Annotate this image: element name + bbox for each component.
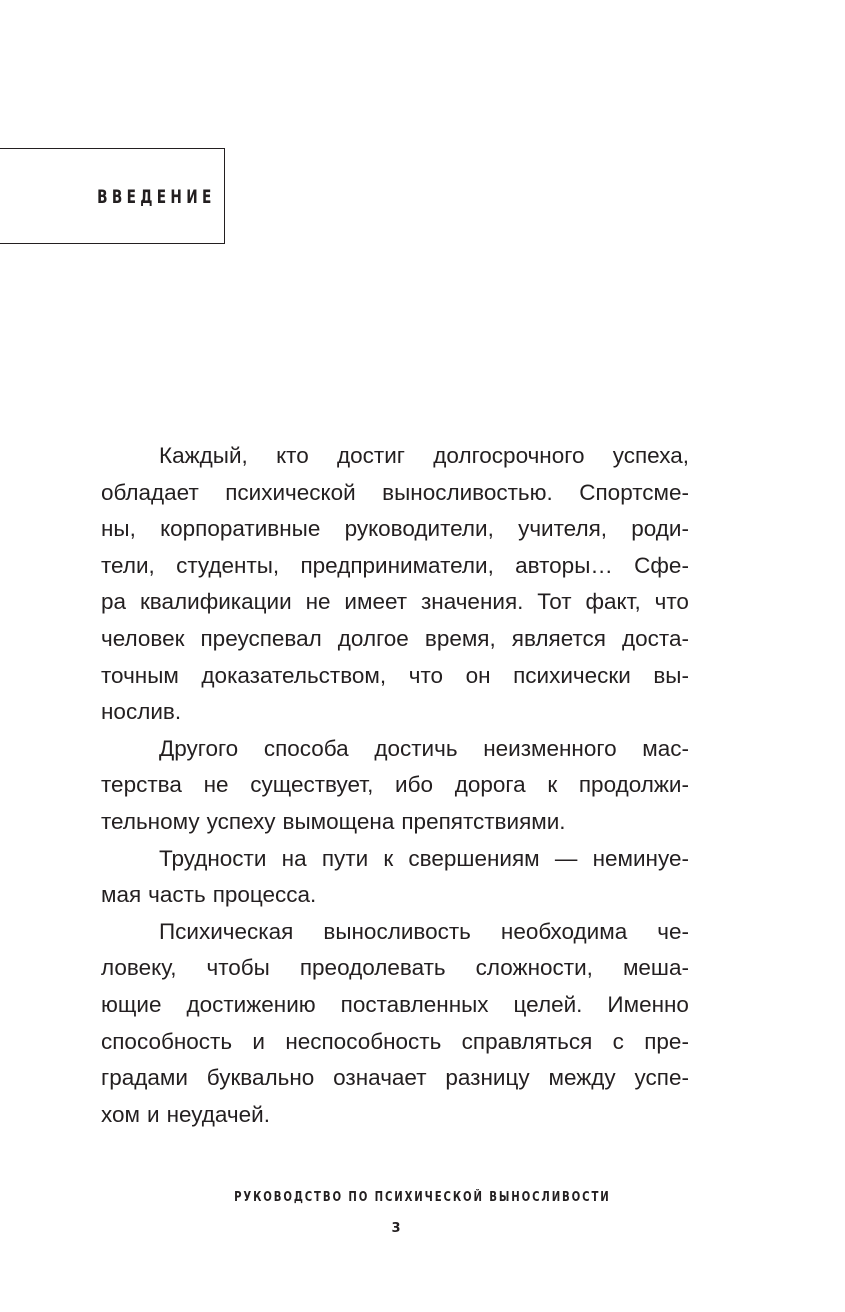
text-line xyxy=(101,804,689,841)
word: тели, xyxy=(101,552,155,578)
word: успе- xyxy=(634,1065,689,1091)
text-line xyxy=(101,1060,689,1097)
word: обладает xyxy=(101,479,199,505)
word: вымощена xyxy=(282,808,395,834)
word: продолжи- xyxy=(578,772,689,798)
word: достиг xyxy=(337,443,406,468)
word: является xyxy=(511,625,606,651)
word: время, xyxy=(424,625,496,651)
word: ловеку, xyxy=(101,955,177,981)
word: Сфе- xyxy=(634,552,689,578)
word: ющие xyxy=(101,991,162,1017)
word: неизменного xyxy=(483,735,617,761)
word: существует, xyxy=(250,772,374,798)
word: Психическая xyxy=(159,918,294,944)
word: между xyxy=(548,1065,616,1091)
word: успеха, xyxy=(612,443,689,468)
word: не xyxy=(203,772,229,798)
word: че- xyxy=(657,918,689,944)
word: хом xyxy=(101,1101,140,1127)
word: дорога xyxy=(454,772,526,798)
word: значения. xyxy=(420,589,524,615)
word: ра xyxy=(101,589,127,615)
word: учителя, xyxy=(518,516,608,542)
word: психической xyxy=(225,479,356,505)
word: имеет xyxy=(344,589,408,615)
word: свершениям xyxy=(408,845,540,871)
text-line xyxy=(101,731,689,768)
word: часть xyxy=(148,882,206,908)
word: Тот xyxy=(537,589,572,615)
word: и xyxy=(146,1101,160,1127)
word: пре- xyxy=(644,1028,689,1054)
word: необходима xyxy=(500,918,628,944)
word: справляться xyxy=(461,1028,593,1054)
word: нослив. xyxy=(101,699,182,725)
text-line xyxy=(101,914,689,951)
word: препятствиями. xyxy=(401,808,566,834)
word: доказательством, xyxy=(201,662,387,688)
word: Каждый, xyxy=(159,443,248,468)
word: Именно xyxy=(607,991,689,1017)
text-line xyxy=(101,694,689,731)
chapter-title: ВВЕДЕНИЕ xyxy=(97,186,216,208)
word: преодолевать xyxy=(299,955,446,981)
text-line xyxy=(101,987,689,1024)
word: долгосрочного xyxy=(433,443,585,468)
word: сложности, xyxy=(475,955,593,981)
body-text xyxy=(101,438,689,1133)
word: выносливостью. xyxy=(382,479,553,505)
page-number: 3 xyxy=(391,1221,401,1236)
word: человек xyxy=(101,625,185,651)
text-line xyxy=(101,621,689,658)
word: Трудности xyxy=(159,845,267,871)
word: неудачей. xyxy=(166,1101,270,1127)
word: способа xyxy=(263,735,349,761)
text-line xyxy=(101,584,689,621)
word: долгое xyxy=(337,625,409,651)
word: пути xyxy=(321,845,369,871)
word: ны, xyxy=(101,516,136,542)
word: мая xyxy=(101,882,142,908)
running-title-text: РУКОВОДСТВО ПО ПСИХИЧЕСКОЙ ВЫНОСЛИВОСТИ xyxy=(234,1190,611,1205)
word: неспособность xyxy=(285,1028,442,1054)
word: с xyxy=(612,1028,624,1054)
text-line xyxy=(101,841,689,878)
word: тельному xyxy=(101,808,200,834)
word: Спортсме- xyxy=(579,479,689,505)
text-line xyxy=(101,767,689,804)
text-line xyxy=(101,1097,689,1134)
word: — xyxy=(554,845,578,871)
word: чтобы xyxy=(206,955,270,981)
text-line xyxy=(101,1024,689,1061)
word: руководители, xyxy=(344,516,494,542)
text-line xyxy=(101,548,689,585)
word: студенты, xyxy=(176,552,280,578)
word: психически xyxy=(513,662,631,688)
word: преуспевал xyxy=(200,625,322,651)
paragraph xyxy=(101,438,689,731)
text-line xyxy=(101,438,689,475)
word: мас- xyxy=(642,735,689,761)
word: на xyxy=(281,845,307,871)
text-line xyxy=(101,658,689,695)
word: способность xyxy=(101,1028,233,1054)
word: и xyxy=(252,1028,265,1054)
word: достичь xyxy=(374,735,458,761)
word: выносливость xyxy=(323,918,471,944)
word: разницу xyxy=(445,1065,530,1091)
text-line xyxy=(101,877,689,914)
chapter-heading-box xyxy=(0,148,225,244)
running-title xyxy=(0,1190,845,1205)
word: предприниматели, xyxy=(300,552,494,578)
word: означает xyxy=(333,1065,427,1091)
text-line xyxy=(101,475,689,512)
word: кто xyxy=(276,443,309,468)
word: не xyxy=(305,589,331,615)
text-line xyxy=(101,950,689,987)
paragraph xyxy=(101,841,689,914)
paragraph xyxy=(101,731,689,841)
word: успеху xyxy=(206,808,276,834)
word: что xyxy=(654,589,689,615)
word: что xyxy=(408,662,444,688)
word: доста- xyxy=(622,625,689,651)
paragraph xyxy=(101,914,689,1134)
word: ибо xyxy=(395,772,434,798)
word: поставленных xyxy=(340,991,489,1017)
word: факт, xyxy=(585,589,641,615)
word: достижению xyxy=(186,991,316,1017)
word: процесса. xyxy=(212,882,317,908)
word: к xyxy=(547,772,558,798)
word: буквально xyxy=(206,1065,315,1091)
word: роди- xyxy=(631,516,689,542)
word: авторы… xyxy=(515,552,613,578)
word: к xyxy=(383,845,394,871)
word: целей. xyxy=(513,991,583,1017)
word: он xyxy=(465,662,491,688)
word: квалификации xyxy=(139,589,292,615)
text-line xyxy=(101,511,689,548)
word: неминуе- xyxy=(592,845,689,871)
word: корпоративные xyxy=(160,516,321,542)
word: точным xyxy=(101,662,179,688)
word: меша- xyxy=(622,955,689,981)
word: вы- xyxy=(653,662,689,688)
word: Другого xyxy=(159,735,239,761)
word: терства xyxy=(101,772,182,798)
word: градами xyxy=(101,1065,188,1091)
